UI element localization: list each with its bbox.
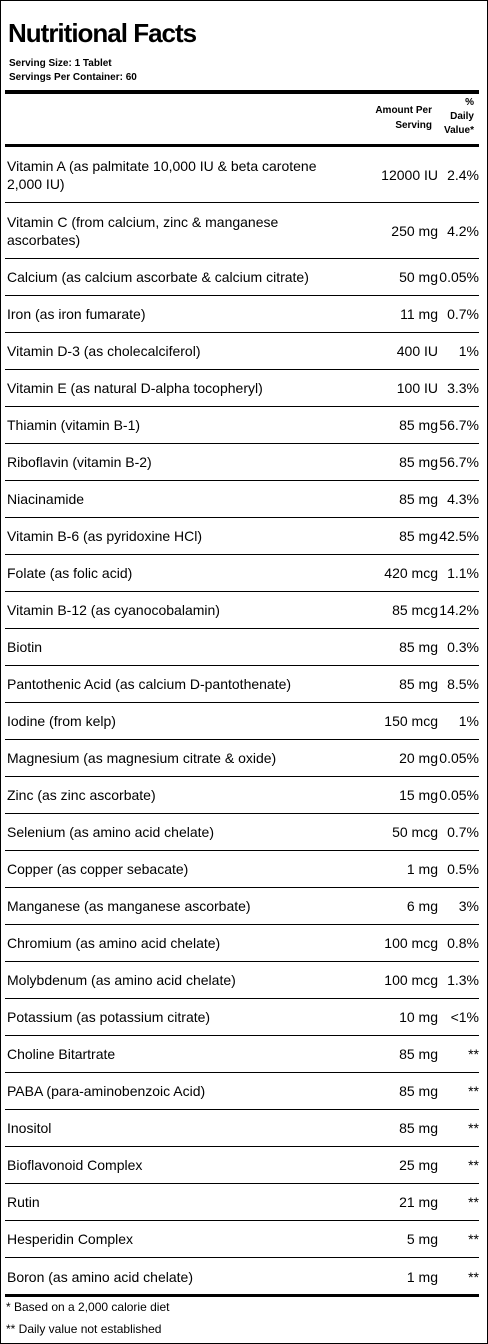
nutrient-daily-value: 2.4% [447, 166, 479, 183]
nutrient-name: Iron (as iron fumarate) [7, 306, 146, 322]
footnote-calorie-diet: * Based on a 2,000 calorie diet [6, 1300, 170, 1314]
nutrient-row [5, 147, 479, 203]
nutrient-daily-value: 0.7% [447, 824, 479, 840]
nutrient-daily-value: 0.3% [447, 639, 479, 655]
nutrient-amount: 85 mg [399, 676, 438, 692]
nutrient-name: Vitamin E (as natural D-alpha tocopheryl) [7, 380, 263, 396]
nutrient-amount: 20 mg [399, 750, 438, 766]
nutrient-amount: 6 mg [406, 898, 438, 914]
nutrient-row [5, 1073, 479, 1110]
nutrient-amount: 15 mg [399, 787, 438, 803]
nutrient-name: Biotin [7, 639, 43, 655]
nutrient-name: Folate (as folic acid) [7, 565, 133, 581]
daily-value-header [434, 96, 474, 138]
nutrient-row [5, 1036, 479, 1073]
nutrient-amount: 100 mcg [384, 935, 438, 951]
nutrient-daily-value: ** [468, 1268, 479, 1285]
nutrient-daily-value: 8.5% [447, 676, 479, 692]
nutrient-row [5, 1221, 479, 1258]
nutrient-daily-value: ** [468, 1120, 479, 1136]
nutrient-name: Vitamin B-6 (as pyridoxine HCl) [7, 528, 203, 544]
nutrient-name: Riboflavin (vitamin B-2) [7, 454, 152, 470]
nutrient-amount: 85 mg [399, 1120, 438, 1136]
nutrient-daily-value: 3.3% [447, 380, 479, 396]
dv-header-line2: Daily [450, 111, 474, 122]
nutrient-amount: 21 mg [399, 1194, 438, 1210]
dv-header-line3: Value* [443, 125, 474, 136]
nutrient-name: Choline Bitartrate [7, 1046, 116, 1062]
nutrient-row [5, 962, 479, 999]
nutrient-daily-value: 4.2% [447, 222, 479, 239]
servings-per-container: Servings Per Container: 60 [9, 72, 137, 83]
nutrient-daily-value: 0.05% [439, 269, 479, 285]
bottom-divider [5, 1294, 479, 1297]
nutrient-name: Vitamin A (as palmitate 10,000 IU & beta carotene 2,000 IU) [7, 157, 317, 192]
nutrient-row [5, 370, 479, 407]
nutrient-name: Chromium (as amino acid chelate) [7, 935, 221, 951]
nutrient-daily-value: ** [468, 1231, 479, 1247]
nutrient-row [5, 203, 479, 259]
nutrient-row [5, 925, 479, 962]
nutrient-row [5, 740, 479, 777]
nutrient-name: Boron (as amino acid chelate) [7, 1268, 193, 1285]
nutrient-daily-value: 1.1% [447, 565, 479, 581]
nutrient-name: Iodine (from kelp) [7, 713, 116, 729]
nutrient-name: Inositol [7, 1120, 52, 1136]
nutrient-amount: 85 mg [399, 1046, 438, 1062]
nutrient-amount: 85 mg [399, 491, 438, 507]
nutrient-row [5, 1184, 479, 1221]
nutrient-daily-value: <1% [450, 1009, 479, 1025]
nutrient-daily-value: ** [468, 1194, 479, 1210]
amount-per-serving-header [352, 103, 432, 133]
nutrient-name: Rutin [7, 1194, 40, 1210]
nutrient-name: Copper (as copper sebacate) [7, 861, 189, 877]
nutrient-amount: 400 IU [396, 343, 438, 359]
nutrient-amount: 85 mg [399, 528, 438, 544]
nutrient-name: Selenium (as amino acid chelate) [7, 824, 214, 840]
nutrient-amount: 25 mg [399, 1157, 438, 1173]
nutrient-daily-value: 56.7% [439, 454, 479, 470]
serving-size: Serving Size: 1 Tablet [9, 58, 112, 69]
nutrient-row [5, 851, 479, 888]
nutrient-name: Potassium (as potassium citrate) [7, 1009, 211, 1025]
nutrient-amount: 50 mcg [392, 824, 438, 840]
nutrient-row [5, 1147, 479, 1184]
nutrient-amount: 5 mg [406, 1231, 438, 1247]
nutrient-amount: 12000 IU [381, 166, 438, 183]
nutrient-row [5, 407, 479, 444]
nutrient-amount: 85 mg [399, 639, 438, 655]
nutrient-row [5, 481, 479, 518]
nutrient-name: Zinc (as zinc ascorbate) [7, 787, 156, 803]
nutrient-amount: 1 mg [406, 1268, 438, 1285]
nutrient-amount: 100 IU [396, 380, 438, 396]
nutrient-daily-value: 0.7% [447, 306, 479, 322]
nutrient-table [5, 147, 479, 1295]
nutrient-row [5, 814, 479, 851]
nutrient-row [5, 555, 479, 592]
nutrient-row [5, 888, 479, 925]
nutrient-amount: 85 mg [399, 1083, 438, 1099]
amount-header-line1: Amount Per [375, 105, 432, 116]
nutrient-name: Vitamin D-3 (as cholecalciferol) [7, 343, 201, 359]
nutrient-row [5, 1258, 479, 1295]
nutrient-daily-value: 4.3% [447, 491, 479, 507]
nutrient-name: Calcium (as calcium ascorbate & calcium citrate) [7, 269, 309, 285]
nutrient-name: Manganese (as manganese ascorbate) [7, 898, 251, 914]
nutrient-name: Niacinamide [7, 491, 85, 507]
nutrient-daily-value: 0.5% [447, 861, 479, 877]
nutrient-daily-value: ** [468, 1083, 479, 1099]
thick-divider [5, 90, 479, 94]
nutrient-daily-value: 14.2% [439, 602, 479, 618]
label-title: Nutritional Facts [8, 18, 197, 48]
dv-header-line1: % [465, 97, 474, 108]
nutrient-amount: 85 mg [399, 454, 438, 470]
nutrient-name: PABA (para-aminobenzoic Acid) [7, 1083, 206, 1099]
nutrient-amount: 11 mg [400, 306, 438, 322]
nutrient-daily-value: 1% [458, 713, 479, 729]
nutrient-row [5, 296, 479, 333]
nutrient-daily-value: 3% [458, 898, 479, 914]
nutrient-name: Bioflavonoid Complex [7, 1157, 143, 1173]
nutrient-row [5, 629, 479, 666]
nutrient-amount: 85 mg [399, 417, 438, 433]
nutrient-row [5, 518, 479, 555]
nutrient-daily-value: 56.7% [439, 417, 479, 433]
nutrient-amount: 250 mg [391, 222, 438, 239]
nutrient-daily-value: 0.05% [439, 787, 479, 803]
nutrient-daily-value: 0.8% [447, 935, 479, 951]
nutrient-row [5, 999, 479, 1036]
amount-header-line2: Serving [395, 120, 432, 131]
nutrient-amount: 10 mg [399, 1009, 438, 1025]
nutrient-daily-value: 1.3% [447, 972, 479, 988]
nutrient-row [5, 1110, 479, 1147]
nutrient-row [5, 703, 479, 740]
nutrient-daily-value: ** [468, 1046, 479, 1062]
nutrient-daily-value: ** [468, 1157, 479, 1173]
nutrient-row [5, 592, 479, 629]
nutrient-row [5, 777, 479, 814]
nutrient-amount: 50 mg [399, 269, 438, 285]
nutrient-row [5, 259, 479, 296]
nutrient-amount: 150 mcg [384, 713, 438, 729]
nutrient-amount: 85 mcg [392, 602, 438, 618]
nutrient-amount: 1 mg [406, 861, 438, 877]
nutrient-amount: 420 mcg [384, 565, 438, 581]
nutrient-name: Vitamin C (from calcium, zinc & manganese ascorbates) [7, 213, 279, 248]
nutrient-row [5, 333, 479, 370]
footnote-daily-value: ** Daily value not established [6, 1322, 162, 1336]
nutrient-amount: 100 mcg [384, 972, 438, 988]
nutrient-daily-value: 1% [458, 343, 479, 359]
nutrient-daily-value: 0.05% [439, 750, 479, 766]
nutrient-name: Thiamin (vitamin B-1) [7, 417, 141, 433]
nutrient-row [5, 444, 479, 481]
nutrient-daily-value: 42.5% [439, 528, 479, 544]
nutrient-row [5, 666, 479, 703]
nutrient-name: Hesperidin Complex [7, 1231, 134, 1247]
nutrient-name: Pantothenic Acid (as calcium D-pantothenate) [7, 676, 292, 692]
nutrient-name: Magnesium (as magnesium citrate & oxide) [7, 750, 277, 766]
nutrient-name: Molybdenum (as amino acid chelate) [7, 972, 236, 988]
nutrient-name: Vitamin B-12 (as cyanocobalamin) [7, 602, 220, 618]
